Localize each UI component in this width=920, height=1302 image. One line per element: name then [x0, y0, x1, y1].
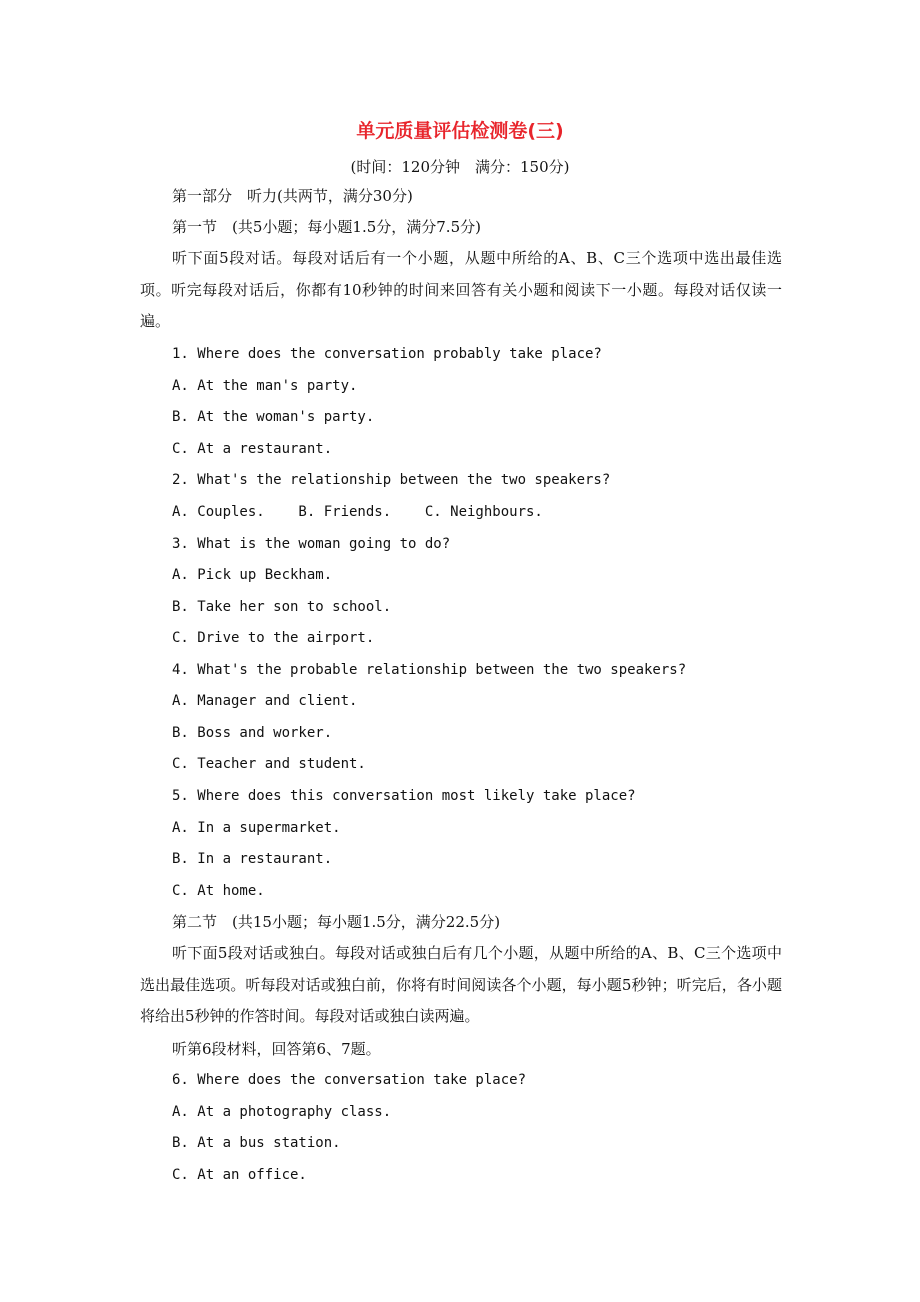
question: 3. What is the woman going to do?: [172, 536, 451, 552]
option: C. At a restaurant.: [172, 441, 333, 457]
page-title: 单元质量评估检测卷(三): [356, 120, 564, 142]
part-heading: 第一部分 听力(共两节，满分30分): [172, 187, 413, 205]
section-heading: 第一节 (共5小题；每小题1.5分，满分7.5分): [172, 218, 481, 236]
question: 1. Where does the conversation probably take place?: [172, 346, 602, 362]
question: 4. What's the probable relationship between the two speakers?: [172, 662, 687, 678]
option: B. In a restaurant.: [172, 851, 333, 867]
question: 5. Where does this conversation most likely take place?: [172, 788, 636, 804]
section-heading: 第二节 (共15小题；每小题1.5分，满分22.5分): [172, 913, 501, 931]
option: A. At a photography class.: [172, 1104, 392, 1120]
option: C. At an office.: [172, 1167, 307, 1183]
option: A. Manager and client.: [172, 693, 358, 709]
option: B. Take her son to school.: [172, 599, 392, 615]
exam-info: (时间：120分钟 满分：150分): [350, 158, 570, 176]
option: C. Drive to the airport.: [172, 630, 375, 646]
instructions-paragraph: 听下面5段对话或独白。每段对话或独白后有几个小题，从题中所给的A、B、C三个选项中选出最佳选项。听每段对话或独白前，你将有时间阅读各个小题，每小题5秒钟；听完后，各小题将给出5秒钟的作答时间。每段对话或独白读两遍。: [140, 944, 782, 1025]
option-row: A. Couples. B. Friends. C. Neighbours.: [172, 504, 543, 520]
option: C. Teacher and student.: [172, 756, 366, 772]
option: B. Boss and worker.: [172, 725, 333, 741]
option: B. At a bus station.: [172, 1135, 341, 1151]
option: A. In a supermarket.: [172, 820, 341, 836]
option: C. At home.: [172, 883, 265, 899]
question: 6. Where does the conversation take place?: [172, 1072, 527, 1088]
material-note: 听第6段材料，回答第6、7题。: [172, 1040, 381, 1058]
option: A. Pick up Beckham.: [172, 567, 333, 583]
instructions-paragraph: 听下面5段对话。每段对话后有一个小题，从题中所给的A、B、C三个选项中选出最佳选项。听完每段对话后，你都有10秒钟的时间来回答有关小题和阅读下一小题。每段对话仅读一遍。: [140, 249, 782, 330]
option: B. At the woman's party.: [172, 409, 375, 425]
question: 2. What's the relationship between the two speakers?: [172, 472, 611, 488]
option: A. At the man's party.: [172, 378, 358, 394]
